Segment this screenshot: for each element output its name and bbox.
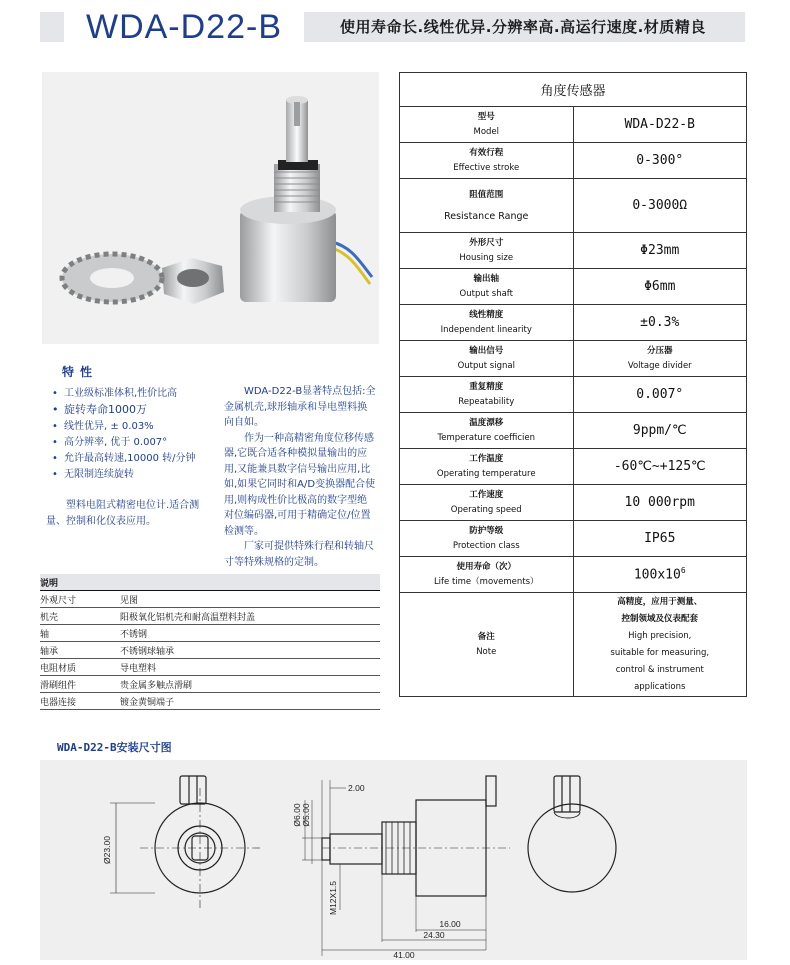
spec-label: 阻值范围 Resistance Range xyxy=(400,179,574,233)
spec-label: 工作速度 Operating speed xyxy=(400,485,574,521)
spec-value: 0.007° xyxy=(573,377,747,413)
spec-row-shaft xyxy=(400,269,747,305)
dimension-drawing xyxy=(40,760,747,960)
drawing-title: WDA-D22-B安装尺寸图 xyxy=(57,741,172,754)
dim-m12: M12X1.5 xyxy=(328,880,338,916)
row-value: 不锈钢球轴承 xyxy=(120,642,380,659)
spec-row-note xyxy=(400,593,747,697)
spec-value: 分压器 Voltage divider xyxy=(573,341,747,377)
spec-value: -60℃~+125℃ xyxy=(573,449,747,485)
features-note: 塑料电阻式精密电位计.适合测量、控制和化仪表应用。 xyxy=(46,500,200,527)
spec-value: 高精度，应用于测量、 控制领域及仪表配套 High precision, suitable for measuring, control & instrument applications xyxy=(573,593,747,697)
model-title: WDA-D22-B xyxy=(64,4,304,50)
spec-label: 重复精度 Repeatability xyxy=(400,377,574,413)
table-row xyxy=(40,676,380,693)
row-key: 机壳 xyxy=(40,608,120,625)
spec-label: 使用寿命（次） Life time（movements） xyxy=(400,557,574,593)
spec-value: WDA-D22-B xyxy=(573,107,747,143)
spec-label: 输出轴 Output shaft xyxy=(400,269,574,305)
description-paragraph: 厂家可提供特殊行程和转轴尺寸等特殊规格的定制。 xyxy=(224,541,374,568)
row-value: 导电塑料 xyxy=(120,659,380,676)
dim-l2: 2.00 xyxy=(348,783,365,793)
product-photo xyxy=(42,72,379,344)
spec-table xyxy=(399,72,747,697)
table-row xyxy=(40,693,380,710)
spec-row-lifetime xyxy=(400,557,747,593)
table-row xyxy=(40,608,380,625)
material-table-head: 说明 xyxy=(40,574,380,591)
feature-item: • 旋转寿命1000万 xyxy=(50,402,220,418)
spec-value: IP65 xyxy=(573,521,747,557)
features-description xyxy=(224,384,376,570)
spec-label: 型号 Model xyxy=(400,107,574,143)
description-paragraph: 作为一种高精密角度位移传感器,它既合适各种模拟量输出的应用,又能兼具数字信号输出应用,比如,如果它同时和A/D变换器配合使用,则构成性价比极高的数字型绝对位编码器,可用于精确定位/位置检测等。 xyxy=(224,432,376,537)
spec-row-protection xyxy=(400,521,747,557)
row-key: 外观尺寸 xyxy=(40,591,120,608)
row-key: 轴承 xyxy=(40,642,120,659)
dim-l2430: 24.30 xyxy=(423,930,445,940)
spec-label: 温度漂移 Temperature coefficien xyxy=(400,413,574,449)
row-value: 不锈钢 xyxy=(120,625,380,642)
spec-row-speed xyxy=(400,485,747,521)
spec-row-stroke xyxy=(400,143,747,179)
dim-l16: 16.00 xyxy=(439,919,461,929)
feature-item: • 高分辨率, 优于 0.007° xyxy=(50,435,220,451)
spec-table-title: 角度传感器 xyxy=(400,73,747,107)
dimension-drawing-svg xyxy=(40,760,747,960)
spec-row-temperature xyxy=(400,449,747,485)
row-value: 贵金属多触点滑刷 xyxy=(120,676,380,693)
dim-d23: Ø23.00 xyxy=(102,836,112,864)
spec-value: 9ppm/℃ xyxy=(573,413,747,449)
spec-row-model xyxy=(400,107,747,143)
feature-item: • 线性优异, ± 0.03% xyxy=(50,419,220,435)
spec-row-linearity xyxy=(400,305,747,341)
slogan: 使用寿命长.线性优异.分辨率高.高运行速度.材质精良 xyxy=(340,18,706,36)
table-row xyxy=(40,642,380,659)
row-value: 镀金黄铜端子 xyxy=(120,693,380,710)
spec-label: 有效行程 Effective stroke xyxy=(400,143,574,179)
spec-row-output xyxy=(400,341,747,377)
feature-item: • 无限制连续旋转 xyxy=(50,467,220,483)
spec-label: 输出信号 Output signal xyxy=(400,341,574,377)
spec-label: 线性精度 Independent linearity xyxy=(400,305,574,341)
row-key: 电器连接 xyxy=(40,693,120,710)
spec-value: 10 000rpm xyxy=(573,485,747,521)
spec-value: Φ6mm xyxy=(573,269,747,305)
table-row xyxy=(40,659,380,676)
spec-label: 外形尺寸 Housing size xyxy=(400,233,574,269)
table-row xyxy=(40,591,380,608)
spec-row-repeatability xyxy=(400,377,747,413)
spec-value: Φ23mm xyxy=(573,233,747,269)
row-key: 电阻材质 xyxy=(40,659,120,676)
dim-l41: 41.00 xyxy=(393,950,415,960)
material-table xyxy=(40,574,380,710)
spec-row-resistance xyxy=(400,179,747,233)
spec-label: 备注 Note xyxy=(400,593,574,697)
spec-row-housing xyxy=(400,233,747,269)
dim-d6: Ø6.00 xyxy=(292,803,302,827)
spec-value: ±0.3% xyxy=(573,305,747,341)
row-value: 阳极氧化铝机壳和耐高温塑料封盖 xyxy=(120,608,380,625)
features-list xyxy=(50,386,220,484)
spec-label: 防护等级 Protection class xyxy=(400,521,574,557)
potentiometer-illustration xyxy=(42,72,379,344)
features-title: 特性 xyxy=(62,365,99,379)
spec-value: 0-300° xyxy=(573,143,747,179)
spec-row-tempco xyxy=(400,413,747,449)
spec-label: 工作温度 Operating temperature xyxy=(400,449,574,485)
row-key: 轴 xyxy=(40,625,120,642)
row-value: 见图 xyxy=(120,591,380,608)
feature-item: • 允许最高转速,10000 转/分钟 xyxy=(50,451,220,467)
table-row xyxy=(40,625,380,642)
spec-value: $100x10^6$ xyxy=(573,557,747,593)
feature-item: • 工业级标准体积,性价比高 xyxy=(50,386,220,402)
dim-d5: Ø5.00 xyxy=(301,803,311,827)
row-key: 滑刷组件 xyxy=(40,676,120,693)
spec-value: 0-3000Ω xyxy=(573,179,747,233)
description-paragraph: WDA-D22-B显著特点包括:全金属机壳,球形轴承和导电塑料换向自如。 xyxy=(224,386,376,428)
